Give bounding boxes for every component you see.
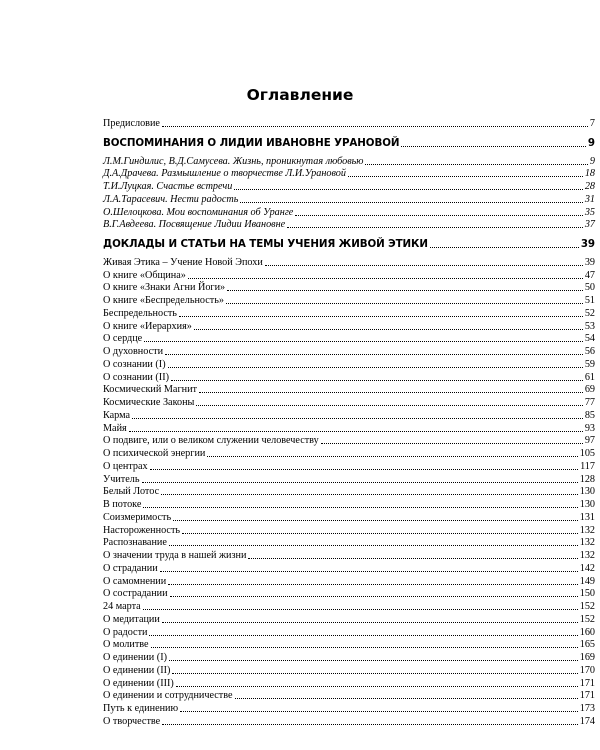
toc-entry-title: О творчестве [103, 715, 161, 727]
toc-entry-title: О подвиге, или о великом служении человечеству [103, 435, 319, 447]
dot-leader [143, 506, 577, 508]
toc-entry-title: Живая Этика – Учение Новой Эпохи [103, 256, 263, 268]
dot-leader [143, 608, 578, 610]
toc-entry-title: О сострадании [103, 588, 168, 600]
toc-section-heading [103, 236, 595, 250]
toc-page-number: 173 [579, 703, 595, 714]
toc-page-number: 128 [579, 473, 595, 485]
dot-leader [173, 519, 578, 521]
toc-entry-title: ДОКЛАДЫ И СТАТЬИ НА ТЕМЫ УЧЕНИЯ ЖИВОЙ ЭТИКИ [103, 238, 428, 250]
toc-page-number: 142 [579, 562, 595, 574]
toc-page-number: 61 [584, 371, 595, 383]
dot-leader [365, 163, 587, 165]
dot-leader [188, 277, 583, 279]
toc-entry-title: В.Г.Авдеева. Посвящение Лидии Ивановне [103, 219, 286, 231]
dot-leader [348, 175, 583, 177]
dot-leader [321, 442, 583, 444]
toc-entry-title: О молитве [103, 639, 149, 651]
toc-entry-title: О.Шелоцкова. Мои воспоминания об Уранге [103, 206, 294, 218]
toc-entry-title: Д.А.Драчева. Размышление о творчестве Л.И.Урановой [103, 168, 346, 180]
toc-entry-title: О книге «Знаки Агни Йоги» [103, 282, 226, 294]
toc-entry-title: О страдании [103, 562, 158, 574]
toc-entry [103, 714, 595, 728]
dot-leader [182, 532, 578, 534]
toc-entry-title: О единении и сотрудничестве [103, 690, 233, 702]
toc-page-number: 131 [579, 511, 595, 523]
dot-leader [196, 404, 582, 406]
toc-page-number: 50 [584, 282, 595, 294]
toc-entry-title: Майя [103, 422, 127, 434]
dot-leader [150, 468, 578, 470]
toc-page-number: 171 [579, 677, 595, 689]
toc-entry-title: Беспредельность [103, 307, 177, 319]
toc-page-number: 51 [584, 295, 595, 306]
dot-leader [162, 125, 588, 127]
toc-entry-title: Л.А.Тарасевич. Нести радость [103, 193, 239, 205]
toc-page-number: 54 [584, 333, 595, 345]
toc-page-number: 160 [579, 626, 595, 638]
toc-entry-title: Космический Магнит [103, 384, 197, 396]
toc-page-number: 130 [579, 486, 595, 498]
dot-leader [168, 583, 578, 585]
toc-page-number: 150 [579, 588, 595, 600]
toc-entry-title: Карма [103, 409, 131, 421]
toc-entry-title: О сердце [103, 333, 143, 345]
toc-entry-title: Путь к единению [103, 703, 179, 714]
toc-page-number: 152 [579, 601, 595, 612]
dot-leader [165, 353, 583, 355]
toc-entry-title: О значении труда в нашей жизни [103, 550, 247, 561]
toc-page-number: 170 [579, 664, 595, 676]
toc-page-number: 35 [584, 206, 595, 218]
dot-leader [169, 544, 578, 546]
toc-entry-title: О центрах [103, 460, 148, 472]
toc-entry [103, 217, 595, 231]
dot-leader [162, 621, 578, 623]
toc-page-number: 37 [584, 219, 595, 231]
toc-page-number: 39 [584, 256, 595, 268]
toc-page-number: 39 [580, 238, 595, 250]
toc-entry-title: О радости [103, 626, 148, 638]
toc-page-number: 9 [587, 136, 595, 149]
toc-page-number: 132 [579, 537, 595, 549]
toc-page-number: 31 [584, 193, 595, 205]
dot-leader [162, 723, 578, 725]
dot-leader [234, 188, 582, 190]
page-title: Оглавление [246, 86, 354, 104]
toc-page-number: 85 [584, 409, 595, 421]
toc-page-number: 152 [579, 613, 595, 625]
toc-entry-title: О единении (II) [103, 664, 171, 676]
dot-leader [295, 214, 582, 216]
toc-page-number: 77 [584, 397, 595, 408]
toc-entry-title: Л.М.Гиндилис, В.Д.Самусева. Жизнь, проникнутая любовью [103, 155, 364, 167]
toc-entry-title: Распознавание [103, 537, 167, 549]
dot-leader [207, 455, 577, 457]
toc-page-number: 18 [584, 168, 595, 180]
toc-page-number: 105 [579, 448, 595, 459]
dot-leader [172, 672, 577, 674]
toc-entry-title: О книге «Беспредельность» [103, 295, 224, 306]
toc-entry-title: 24 марта [103, 601, 141, 612]
toc-entry-title: О сознании (I) [103, 358, 166, 370]
toc-entry-title: О сознании (II) [103, 371, 169, 383]
toc-page-number: 97 [584, 435, 595, 447]
dot-leader [235, 697, 578, 699]
toc-page-number: 169 [579, 652, 595, 663]
toc-page-number: 59 [584, 358, 595, 370]
dot-leader [226, 302, 583, 304]
toc-page-number: 53 [584, 320, 595, 332]
dot-leader [149, 634, 577, 636]
toc-page-number: 132 [579, 524, 595, 536]
toc-page-number: 47 [584, 269, 595, 281]
toc-page-number: 165 [579, 639, 595, 651]
dot-leader [240, 201, 582, 203]
dot-leader [142, 481, 578, 483]
toc-entry-title: Настороженность [103, 524, 181, 536]
dot-leader [171, 379, 583, 381]
toc-entry-title: О единении (III) [103, 677, 174, 689]
toc-page-number: 132 [579, 550, 595, 561]
toc-entry-title: Соизмеримость [103, 511, 172, 523]
dot-leader [227, 289, 583, 291]
dot-leader [265, 264, 583, 266]
toc-entry-title: О книге «Иерархия» [103, 320, 192, 332]
dot-leader [401, 145, 586, 147]
toc-entry-title: О самомнении [103, 575, 167, 587]
dot-leader [199, 391, 583, 393]
toc-page-number: 171 [579, 690, 595, 702]
dot-leader [160, 570, 578, 572]
toc-entry [103, 116, 595, 130]
dot-leader [194, 328, 583, 330]
dot-leader [151, 646, 578, 648]
dot-leader [176, 685, 578, 687]
toc-entry-title: Предисловие [103, 118, 160, 129]
toc-page-number: 52 [584, 307, 595, 319]
toc-entry-title: О медитации [103, 613, 160, 625]
toc-entry-title: ВОСПОМИНАНИЯ О ЛИДИИ ИВАНОВНЕ УРАНОВОЙ [103, 136, 400, 149]
toc-entry-title: О книге «Община» [103, 269, 186, 281]
toc-page-number: 130 [579, 499, 595, 510]
dot-leader [144, 340, 583, 342]
toc-section-heading [103, 135, 595, 149]
toc-entry-title: Белый Лотос [103, 486, 160, 498]
toc-page-number: 9 [589, 155, 595, 167]
dot-leader [161, 493, 578, 495]
dot-leader [168, 366, 583, 368]
toc-page-number: 7 [589, 118, 595, 129]
dot-leader [180, 710, 578, 712]
dot-leader [169, 659, 578, 661]
toc-entry-title: О психической энергии [103, 448, 206, 459]
dot-leader [430, 246, 579, 248]
dot-leader [248, 557, 577, 559]
toc-page-number: 149 [579, 575, 595, 587]
dot-leader [132, 417, 583, 419]
toc-entry-title: Космические Законы [103, 397, 195, 408]
toc-page-number: 69 [584, 384, 595, 396]
toc-page-number: 56 [584, 346, 595, 357]
toc-entry-title: В потоке [103, 499, 142, 510]
toc-entry-title: Учитель [103, 473, 140, 485]
toc-page-number: 28 [584, 181, 595, 192]
toc-entry-title: Т.И.Луцкая. Счастье встречи [103, 181, 233, 192]
toc-page-number: 174 [579, 715, 595, 727]
dot-leader [129, 430, 583, 432]
toc-page-number: 93 [584, 422, 595, 434]
dot-leader [179, 315, 583, 317]
dot-leader [287, 226, 583, 228]
toc-page-number: 117 [580, 460, 595, 472]
dot-leader [170, 595, 578, 597]
toc-entry-title: О единении (I) [103, 652, 167, 663]
toc-entry-title: О духовности [103, 346, 164, 357]
